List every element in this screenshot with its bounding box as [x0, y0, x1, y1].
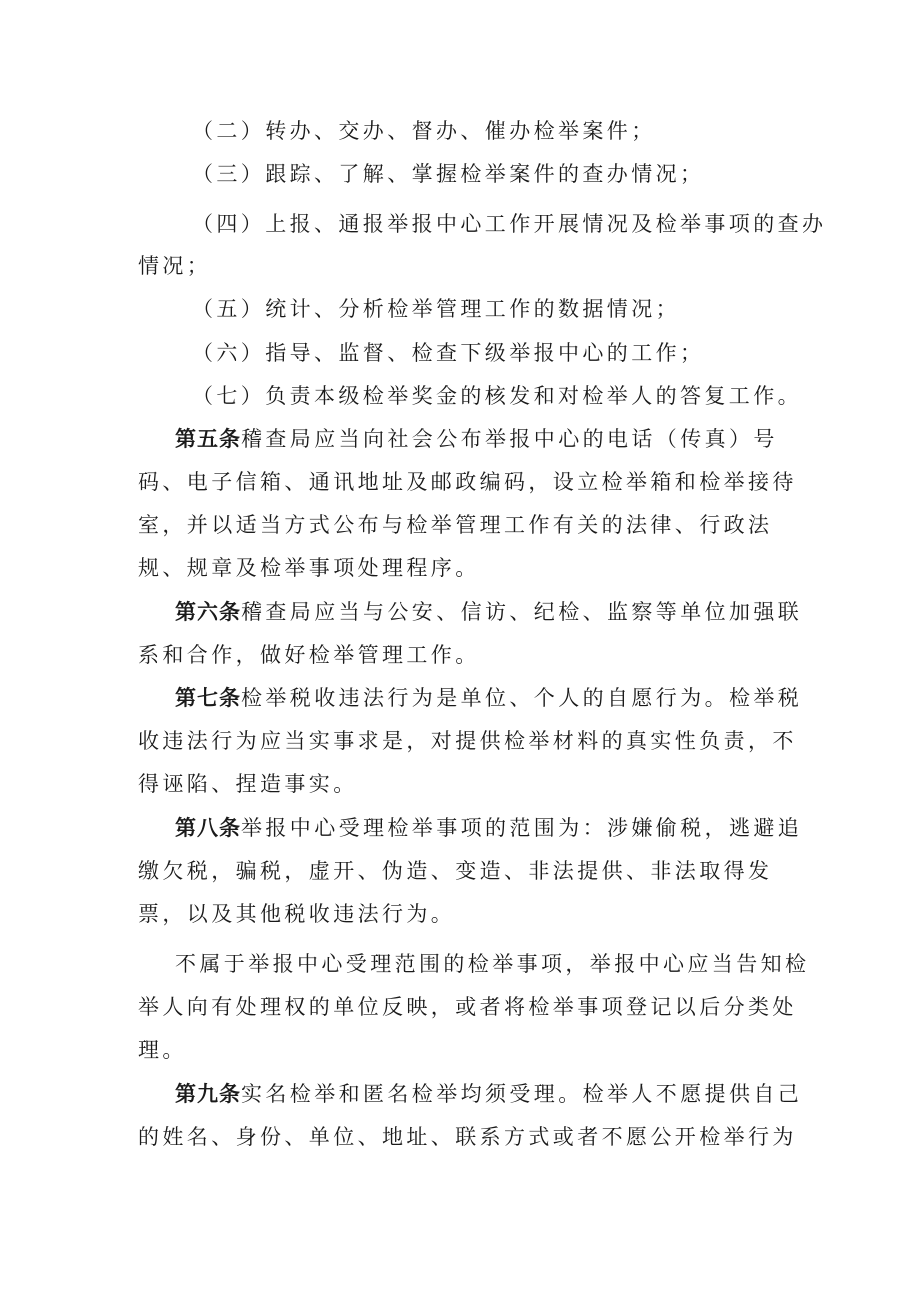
text-line — [138, 553, 920, 583]
list-item — [192, 116, 920, 146]
article-number: 第六条 — [175, 600, 241, 624]
line-text: 收违法行为应当实事求是，对提供检举材料的真实性负责，不 — [138, 729, 797, 753]
list-item — [192, 159, 920, 189]
line-text: （六）指导、监督、检查下级举报中心的工作； — [192, 341, 705, 365]
list-item — [192, 381, 920, 411]
text-line — [138, 899, 920, 929]
text-line — [138, 992, 920, 1022]
text-line — [138, 510, 920, 540]
line-text: （七）负责本级检举奖金的核发和对检举人的答复工作。 — [192, 384, 802, 408]
line-text: 的姓名、身份、单位、地址、联系方式或者不愿公开检举行为 — [138, 1125, 797, 1149]
text-line — [138, 640, 920, 670]
article-number: 第八条 — [175, 816, 241, 840]
line-text: 检举税收违法行为是单位、个人的自愿行为。检举税 — [241, 686, 803, 710]
line-text: （二）转办、交办、督办、催办检举案件； — [192, 119, 656, 143]
line-text: （三）跟踪、了解、掌握检举案件的查办情况； — [192, 162, 705, 186]
list-item — [192, 294, 920, 324]
text-line — [138, 856, 920, 886]
line-text: （四）上报、通报举报中心工作开展情况及检举事项的查办 — [192, 212, 827, 236]
line-text: 不属于举报中心受理范围的检举事项，举报中心应当告知检 — [175, 952, 810, 976]
line-text: 规、规章及检举事项处理程序。 — [138, 556, 480, 580]
line-text: 举报中心受理检举事项的范围为：涉嫌偷税，逃避追 — [241, 816, 803, 840]
text-line — [138, 769, 920, 799]
line-text: 稽查局应当与公安、信访、纪检、监察等单位加强联 — [241, 600, 803, 624]
line-text: 系和合作，做好检举管理工作。 — [138, 643, 480, 667]
text-line — [138, 467, 920, 497]
line-text: 情况； — [138, 254, 212, 278]
list-item — [192, 209, 920, 239]
article-number: 第九条 — [175, 1082, 241, 1106]
line-text: 举人向有处理权的单位反映，或者将检举事项登记以后分类处 — [138, 995, 797, 1019]
line-text: （五）统计、分析检举管理工作的数据情况； — [192, 297, 680, 321]
text-line — [138, 1035, 920, 1065]
line-text: 稽查局应当向社会公布举报中心的电话（传真）号 — [241, 427, 778, 451]
article-7-heading-line — [175, 683, 920, 713]
article-9-heading-line — [175, 1079, 920, 1109]
article-number: 第七条 — [175, 686, 241, 710]
article-5-heading-line — [175, 424, 920, 454]
line-text: 票，以及其他税收违法行为。 — [138, 902, 456, 926]
line-text: 得诬陷、捏造事实。 — [138, 772, 358, 796]
line-text: 码、电子信箱、通讯地址及邮政编码，设立检举箱和检举接待 — [138, 470, 797, 494]
text-line — [138, 1122, 920, 1152]
line-text: 室，并以适当方式公布与检举管理工作有关的法律、行政法 — [138, 513, 773, 537]
list-item — [192, 338, 920, 368]
text-line — [138, 251, 920, 281]
line-text: 实名检举和匿名检举均须受理。检举人不愿提供自己 — [241, 1082, 803, 1106]
paragraph-first-line — [175, 949, 920, 979]
line-text: 缴欠税，骗税，虚开、伪造、变造、非法提供、非法取得发 — [138, 859, 773, 883]
text-line — [138, 726, 920, 756]
article-6-heading-line — [175, 597, 920, 627]
line-text: 理。 — [138, 1038, 187, 1062]
article-number: 第五条 — [175, 427, 241, 451]
article-8-heading-line — [175, 813, 920, 843]
